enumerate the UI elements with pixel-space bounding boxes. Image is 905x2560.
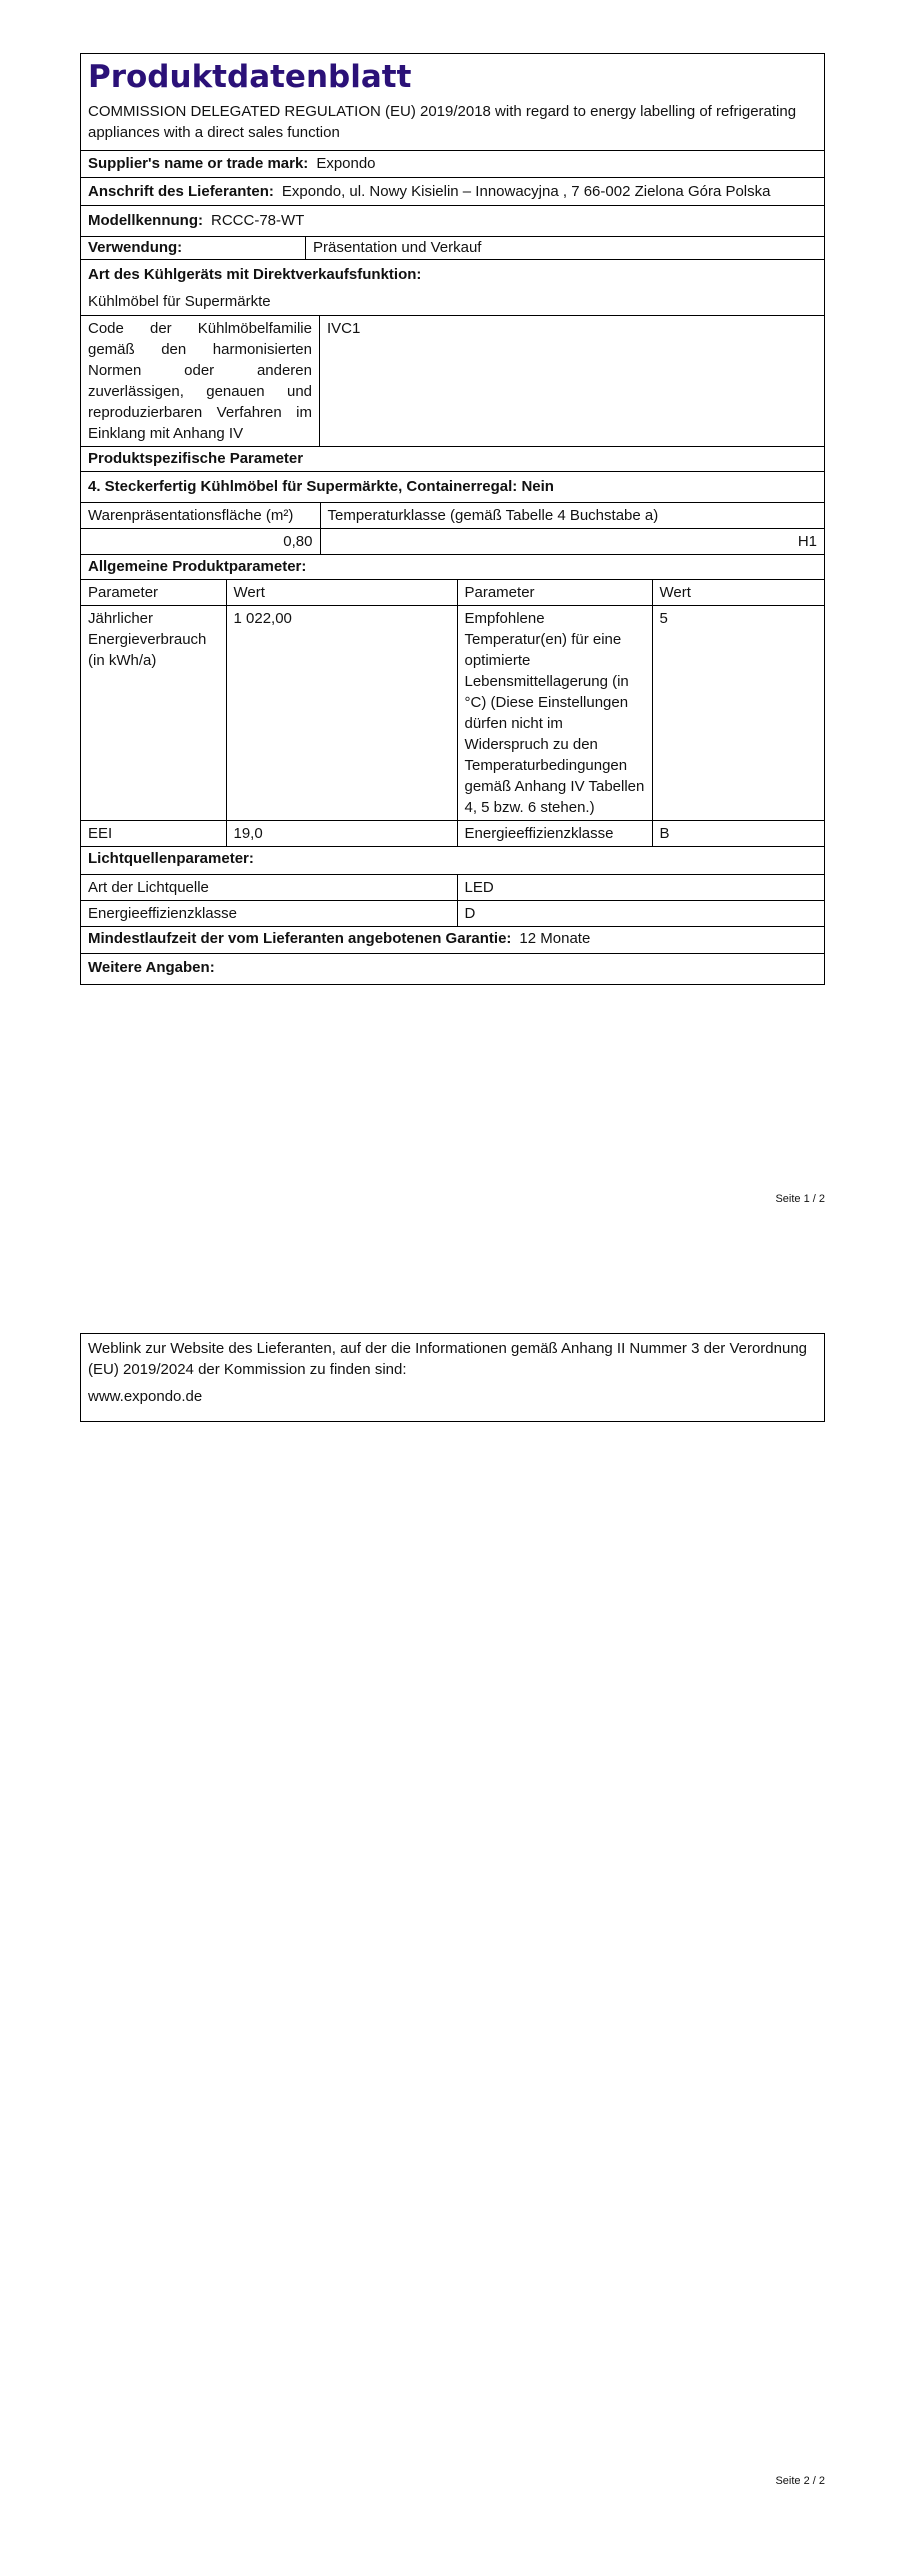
specific-params-heading-row xyxy=(81,447,824,472)
family-code-row xyxy=(81,316,824,447)
family-code-label: Code der Kühlmöbelfamilie gemäß den harmonisierten Normen oder anderen zuverlässigen, genauen und reproduzierbaren Verfahren im Einklang mit Anhang IV xyxy=(81,316,320,446)
use-label-cell xyxy=(81,237,306,259)
device-type-value: Kühlmöbel für Supermärkte xyxy=(88,292,271,310)
regulation-subtitle: COMMISSION DELEGATED REGULATION (EU) 2019/2018 with regard to energy labelling of refrigerating appliances with a direct sales function xyxy=(88,102,797,141)
efficiency-class-value: B xyxy=(659,824,670,842)
address-value: Expondo, ul. Nowy Kisielin – Innowacyjna , 7 66-002 Zielona Góra Polska xyxy=(281,182,771,200)
light-heading: Lichtquellenparameter: xyxy=(88,849,254,867)
page-number-2: Seite 2 / 2 xyxy=(775,2475,825,2487)
address-label: Anschrift des Lieferanten: xyxy=(88,182,274,200)
general-heading: Allgemeine Produktparameter: xyxy=(88,557,307,575)
table-header: Wert xyxy=(226,580,457,606)
specific-params-sub: 4. Steckerfertig Kühlmöbel für Supermärkte, Containerregal: Nein xyxy=(88,477,554,495)
area-temp-table xyxy=(81,503,824,555)
table-header: Parameter xyxy=(81,580,226,606)
temp-class-label: Temperaturklasse (gemäß Tabelle 4 Buchstabe a) xyxy=(320,503,824,529)
weblink-text: Weblink zur Website des Lieferanten, auf der die Informationen gemäß Anhang II Nummer 3 der Verordnung (EU) 2019/2024 der Kommission zu finden sind: xyxy=(88,1340,808,1378)
use-value: Präsentation und Verkauf xyxy=(313,238,482,256)
weblink-box xyxy=(80,1333,825,1422)
warranty-label: Mindestlaufzeit der vom Lieferanten angebotenen Garantie: xyxy=(88,929,512,947)
specific-params-sub-row xyxy=(81,472,824,503)
use-label: Verwendung: xyxy=(88,238,183,256)
supplier-label: Supplier's name or trade mark: xyxy=(88,154,309,172)
warranty-value: 12 Monate xyxy=(519,929,591,947)
device-type-row xyxy=(81,260,824,316)
light-efficiency-value: D xyxy=(464,904,476,922)
use-value-cell xyxy=(306,237,824,259)
weblink-url[interactable]: www.expondo.de xyxy=(88,1388,203,1405)
table-row xyxy=(81,900,824,926)
title-block xyxy=(81,54,824,151)
light-type-value: LED xyxy=(457,875,824,901)
eei-label: EEI xyxy=(81,820,226,846)
table-header: Parameter xyxy=(457,580,652,606)
energy-consumption-label: Jährlicher Energieverbrauch (in kWh/a) xyxy=(81,605,226,820)
eei-value: 19,0 xyxy=(226,820,457,846)
more-info-row xyxy=(81,954,824,984)
table-row xyxy=(81,820,824,846)
supplier-value: Expondo xyxy=(316,154,376,172)
model-label: Modellkennung: xyxy=(88,211,203,229)
light-type-label: Art der Lichtquelle xyxy=(81,875,457,901)
page-number-1: Seite 1 / 2 xyxy=(775,1193,825,1205)
specific-params-heading: Produktspezifische Parameter xyxy=(88,449,304,467)
supplier-row xyxy=(81,151,824,178)
energy-consumption-value: 1 022,00 xyxy=(226,605,457,820)
recommended-temp-value: 5 xyxy=(652,605,824,820)
warranty-row xyxy=(81,927,824,954)
general-params-table xyxy=(81,580,824,847)
model-row xyxy=(81,206,824,237)
display-area-label: Warenpräsentationsfläche (m²) xyxy=(81,503,320,529)
display-area-value: 0,80 xyxy=(81,528,320,554)
page-title: Produktdatenblatt xyxy=(88,59,412,95)
light-table xyxy=(81,875,824,927)
temp-class-value: H1 xyxy=(797,532,817,550)
efficiency-class-label: Energieeffizienzklasse xyxy=(457,820,652,846)
product-data-sheet xyxy=(80,53,825,985)
light-heading-row xyxy=(81,847,824,875)
table-header-row xyxy=(81,580,824,606)
model-value: RCCC-78-WT xyxy=(211,211,305,229)
address-row xyxy=(81,178,824,206)
device-type-label: Art des Kühlgeräts mit Direktverkaufsfunktion: xyxy=(88,265,422,283)
family-code-value: IVC1 xyxy=(327,319,361,337)
table-row xyxy=(81,875,824,901)
table-row xyxy=(81,605,824,820)
more-info-label: Weitere Angaben: xyxy=(88,958,215,976)
general-heading-row xyxy=(81,555,824,580)
recommended-temp-label: Empfohlene Temperatur(en) für eine optimierte Lebensmittellagerung (in °C) (Diese Einstellungen dürfen nicht im Widerspruch zu den Temperaturbedingungen gemäß Anhang IV Tabellen 4, 5 bzw. 6 stehen.) xyxy=(457,605,652,820)
use-row xyxy=(81,237,824,260)
table-header: Wert xyxy=(652,580,824,606)
light-efficiency-label: Energieeffizienzklasse xyxy=(81,900,457,926)
